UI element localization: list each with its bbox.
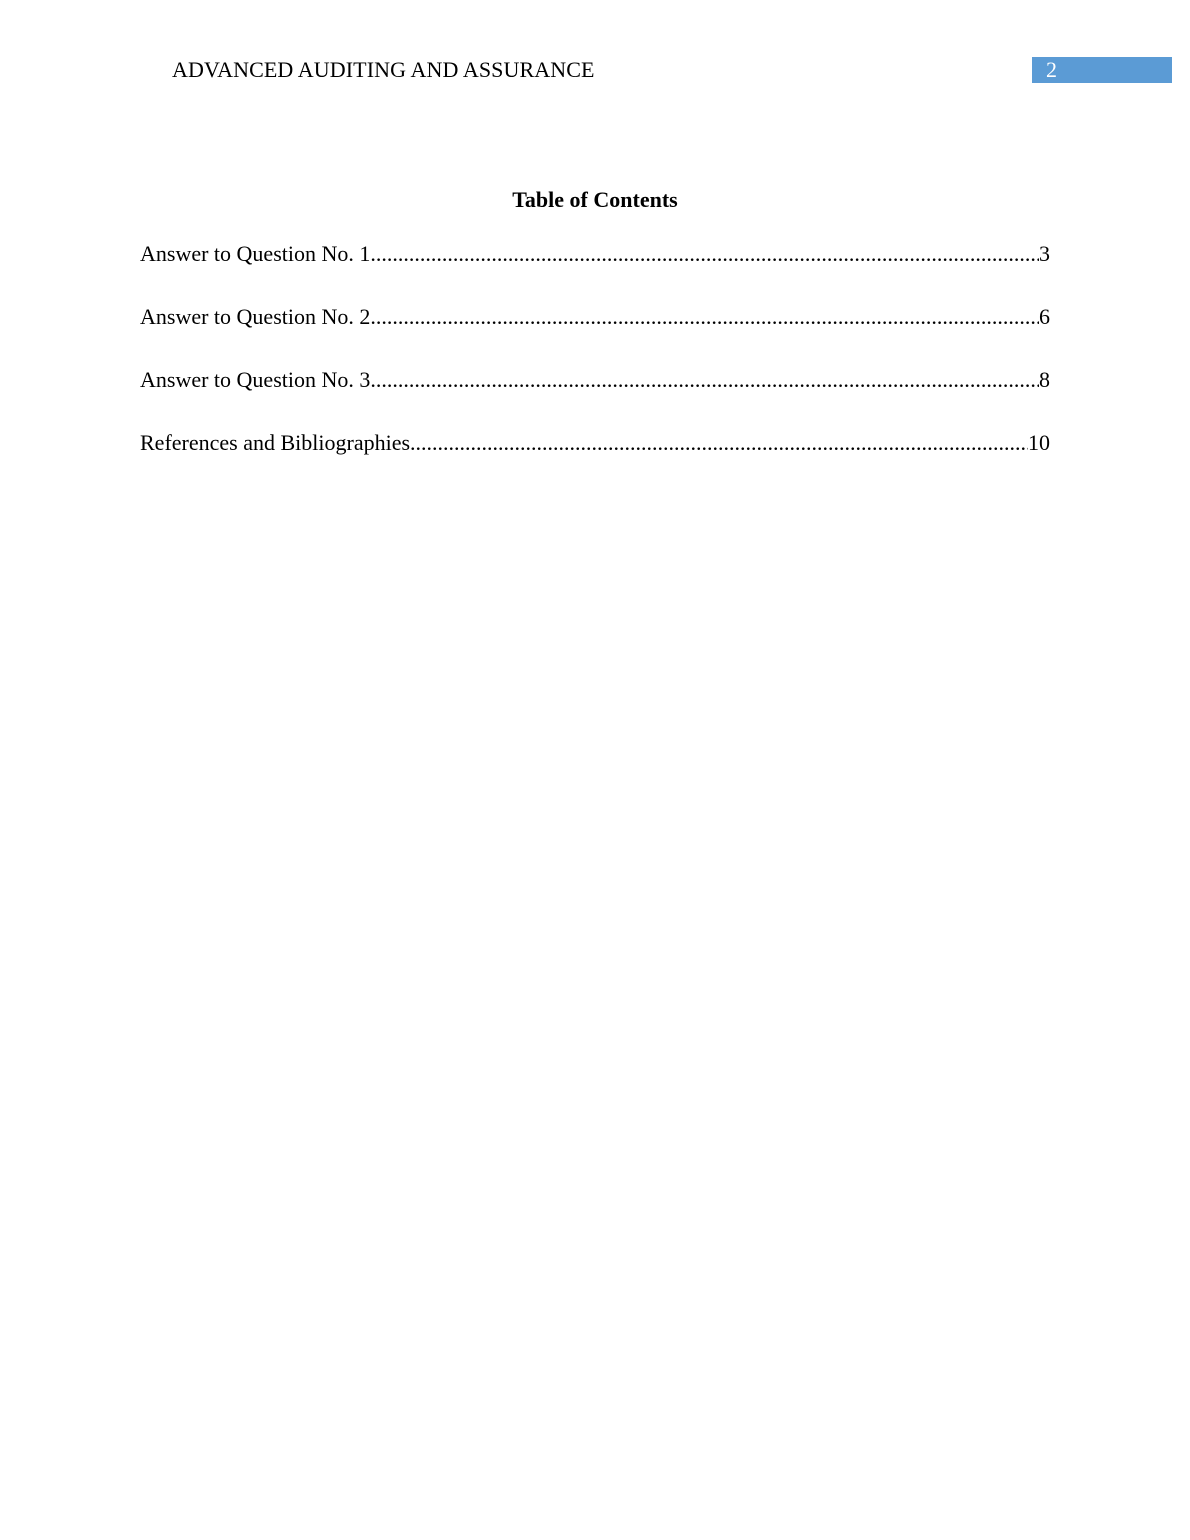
- toc-entry-page: 10: [1028, 430, 1050, 455]
- page-number-badge: [1032, 57, 1172, 83]
- running-head: ADVANCED AUDITING AND ASSURANCE: [172, 57, 595, 82]
- toc-leader-dots: [370, 366, 1039, 394]
- toc-entry-label: Answer to Question No. 1: [140, 241, 371, 266]
- toc-leader-dots: [370, 303, 1039, 331]
- toc-list: [140, 240, 1050, 492]
- toc-entry-page: 6: [1039, 304, 1050, 329]
- toc-title: Table of Contents: [512, 187, 678, 212]
- toc-entry-label: Answer to Question No. 3: [140, 367, 371, 392]
- toc-entry-label: Answer to Question No. 2: [140, 304, 371, 329]
- toc-leader-dots: [410, 429, 1028, 457]
- toc-entry-question-1[interactable]: [140, 240, 1050, 268]
- toc-entry-question-2[interactable]: [140, 303, 1050, 331]
- toc-entry-question-3[interactable]: [140, 366, 1050, 394]
- toc-entry-page: 3: [1039, 241, 1050, 266]
- page-number: 2: [1046, 57, 1057, 82]
- toc-entry-page: 8: [1039, 367, 1050, 392]
- toc-entry-label: References and Bibliographies: [140, 430, 411, 455]
- toc-leader-dots: [370, 240, 1039, 268]
- toc-entry-references[interactable]: [140, 429, 1050, 457]
